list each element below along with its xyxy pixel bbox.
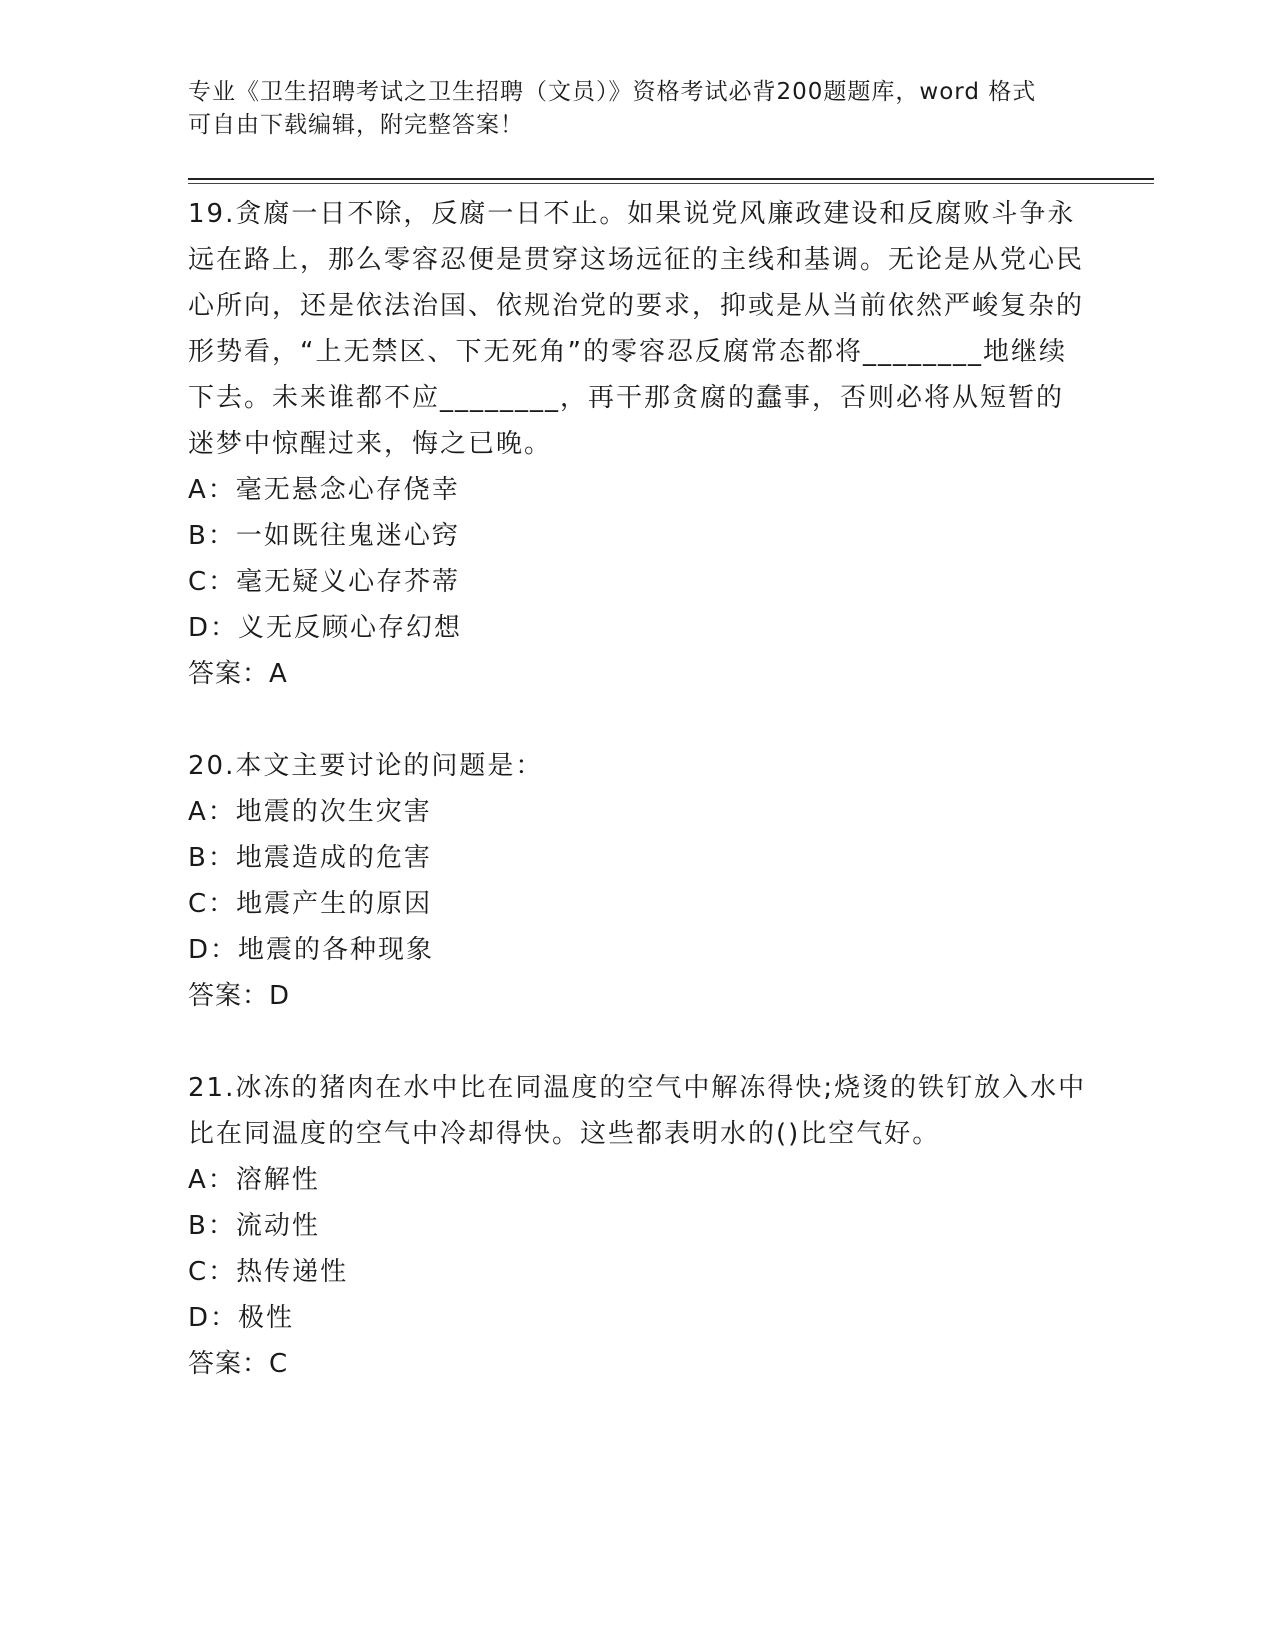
option-b: B：一如既往鬼迷心窍: [188, 521, 460, 551]
question-20: [188, 743, 1088, 1019]
option-a: A：毫无悬念心存侥幸: [188, 475, 460, 505]
option-d: D：义无反顾心存幻想: [188, 613, 463, 643]
answer-label: 答案：A: [188, 659, 288, 689]
header-divider-thin: [188, 183, 1154, 184]
option-d: D：极性: [188, 1303, 295, 1333]
answer-label: 答案：C: [188, 1349, 289, 1379]
header-title-line2: 可自由下载编辑，附完整答案！: [188, 112, 524, 138]
option-a: A：溶解性: [188, 1165, 320, 1195]
document-header: [188, 76, 1088, 142]
option-c: C：地震产生的原因: [188, 889, 433, 919]
option-c: C：毫无疑义心存芥蒂: [188, 567, 461, 597]
option-a: A：地震的次生灾害: [188, 797, 432, 827]
option-c: C：热传递性: [188, 1257, 349, 1287]
question-19: [188, 191, 1088, 697]
option-d: D：地震的各种现象: [188, 935, 435, 965]
option-b: B：地震造成的危害: [188, 843, 432, 873]
header-title-line1: 专业《卫生招聘考试之卫生招聘（文员）》资格考试必背200题题库，word 格式: [188, 79, 1037, 105]
header-divider-thick: [188, 178, 1154, 180]
question-list: [188, 191, 1088, 1433]
question-stem: 19.贪腐一日不除，反腐一日不止。如果说党风廉政建设和反腐败斗争永远在路上，那么零容忍便是贯穿这场远征的主线和基调。无论是从党心民心所向，还是依法治国、依规治党的要求，抑或是从当前依然严峻复杂的形势看，“上无禁区、下无死角”的零容忍反腐常态都将________地继续下去。未来谁都不应________，再干那贪腐的蠢事，否则必将从短暂的迷梦中惊醒过来，悔之已晚。: [188, 199, 1085, 459]
question-stem: 20.本文主要讨论的问题是：: [188, 751, 544, 781]
question-stem: 21.冰冻的猪肉在水中比在同温度的空气中解冻得快;烧烫的铁钉放入水中比在同温度的空气中冷却得快。这些都表明水的()比空气好。: [188, 1073, 1087, 1149]
question-21: [188, 1065, 1088, 1387]
answer-label: 答案：D: [188, 981, 291, 1011]
option-b: B：流动性: [188, 1211, 320, 1241]
